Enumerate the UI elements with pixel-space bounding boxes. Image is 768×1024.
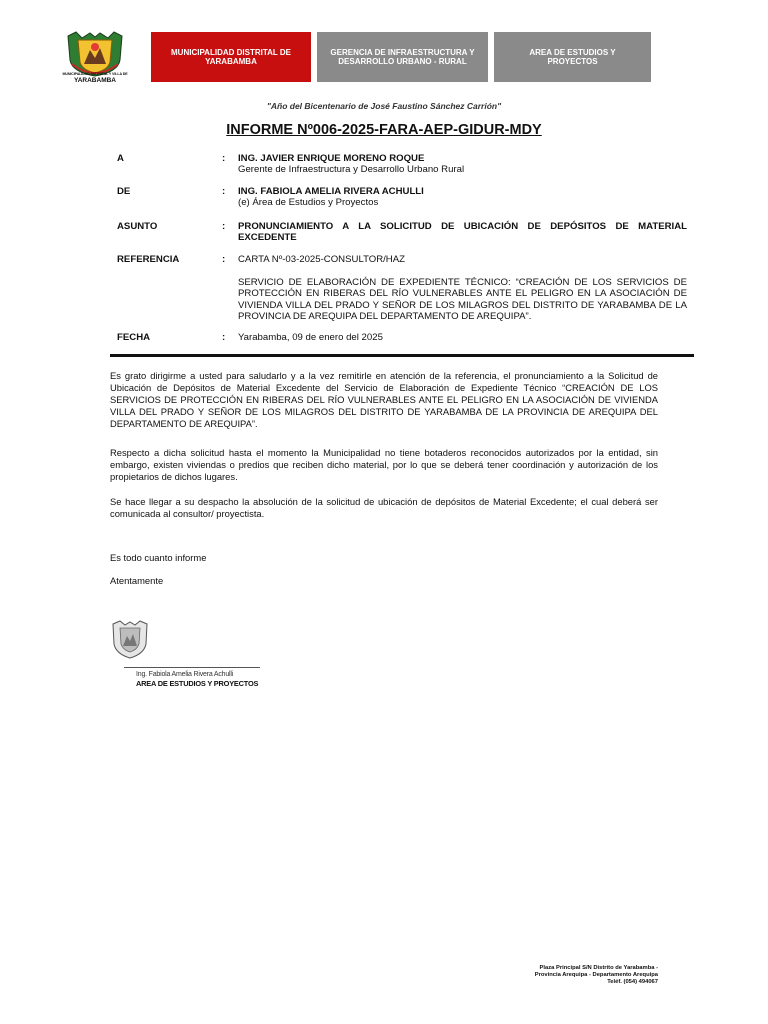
memo-value-referencia-service: SERVICIO DE ELABORACIÓN DE EXPEDIENTE TÉCNICO: “CREACIÓN DE LOS SERVICIOS DE PROTECCIÓN EN RIBERAS DEL RÍO VULNERABLES ANTE EL PELIGRO EN LA ASOCIACIÓN DE VIVIENDA VILLA DEL PRADO Y SEÑOR DE LOS MILAGROS DEL DISTRITO DE YARABAMBA DE LA PROVINCIA DE AREQUIPA DEL DEPARTAMENTO DE AREQUIPA”.: [238, 277, 687, 322]
memo-colon: :: [222, 221, 226, 232]
header-box-gerencia: GERENCIA DE INFRAESTRUCTURA Y DESARROLLO URBANO - RURAL: [317, 32, 488, 82]
report-title: INFORME Nº006-2025-FARA-AEP-GIDUR-MDY: [226, 122, 542, 138]
memo-value-de: [238, 186, 687, 209]
footer-line-1: Plaza Principal S/N Distrito de Yarabamba -: [539, 965, 658, 971]
body-paragraph-2: Respecto a dicha solicitud hasta el momento la Municipalidad no tiene botaderos reconocidos autorizados por la entidad, sin embargo, existen viviendas o predios que reciben dicho material, por lo que se deberá tener coordinación y autorización de los propietarios de dichos lugares.: [110, 447, 658, 482]
memo-label-asunto: ASUNTO: [117, 221, 158, 232]
signatory-area: AREA DE ESTUDIOS Y PROYECTOS: [136, 679, 259, 688]
recipient-role: Gerente de Infraestructura y Desarrollo Urbano Rural: [238, 164, 465, 176]
official-seal-icon: [110, 620, 150, 662]
memo-label-a: A: [117, 153, 124, 164]
body-paragraph-3: Se hace llegar a su despacho la absolución de la solicitud de ubicación de depósitos de Material Excedente; el cual deberá ser comunicada al consultor/ proyectista.: [110, 496, 658, 519]
memo-value-fecha: Yarabamba, 09 de enero del 2025: [238, 332, 383, 343]
sender-role: (e) Área de Estudios y Proyectos: [238, 197, 379, 209]
body-paragraph-1: Es grato dirigirme a usted para saludarlo y a la vez remitirle en atención de la referencia, el pronunciamiento a la Solicitud de Ubicación de Depósitos de Material Excedente del Servicio de Elaboración de Expediente Técnico “CREACIÓN DE LOS SERVICIOS DE PROTECCIÓN EN RIBERAS DEL RÍO VULNERABLES ANTE EL PELIGRO EN LA ASOCIACIÓN DE VIVIENDA VILLA DEL PRADO Y SEÑOR DE LOS MILAGROS DEL DISTRITO DE YARABAMBA DE LA PROVINCIA DE AREQUIPA DEL DEPARTAMENTO DE AREQUIPA”.: [110, 370, 658, 429]
memo-label-fecha: FECHA: [117, 332, 151, 343]
header-box-municipality: MUNICIPALIDAD DISTRITAL DE YARABAMBA: [151, 32, 311, 82]
year-motto: "Año del Bicentenario de José Faustino Sánchez Carrión": [266, 101, 502, 111]
memo-value-referencia-letter: CARTA Nº-03-2025-CONSULTOR/HAZ: [238, 254, 405, 265]
memo-colon: :: [222, 153, 226, 164]
header-box-area: AREA DE ESTUDIOS Y PROYECTOS: [494, 32, 651, 82]
recipient-name: ING. JAVIER ENRIQUE MORENO ROQUE: [238, 153, 425, 164]
memo-colon: :: [222, 186, 226, 197]
memo-label-referencia: REFERENCIA: [117, 254, 180, 265]
logo-caption: MUNICIPALIDAD DISTRITAL Y VILLA DE: [62, 72, 128, 76]
memo-label-de: DE: [117, 186, 131, 197]
sender-name: ING. FABIOLA AMELIA RIVERA ACHULLI: [238, 186, 424, 197]
footer-address: [535, 965, 658, 986]
header-divider: [110, 354, 694, 357]
memo-colon: :: [222, 332, 226, 343]
closing-statement: Es todo cuanto informe: [110, 552, 207, 563]
footer-line-2: Provincia Arequipa - Departamento Arequipa: [534, 972, 658, 978]
logo-name: YARABAMBA: [73, 77, 116, 84]
memo-value-asunto: PRONUNCIAMIENTO A LA SOLICITUD DE UBICACIÓN DE DEPÓSITOS DE MATERIAL EXCEDENTE: [238, 221, 687, 244]
memo-value-a: [238, 153, 687, 176]
closing-salutation: Atentamente: [110, 575, 164, 586]
signatory-name: Ing. Fabiola Amelia Rivera Achulli: [136, 671, 234, 678]
memo-colon: :: [222, 254, 226, 265]
footer-line-3: Teléf. (054) 494067: [607, 979, 658, 985]
signature-line: [124, 667, 260, 668]
